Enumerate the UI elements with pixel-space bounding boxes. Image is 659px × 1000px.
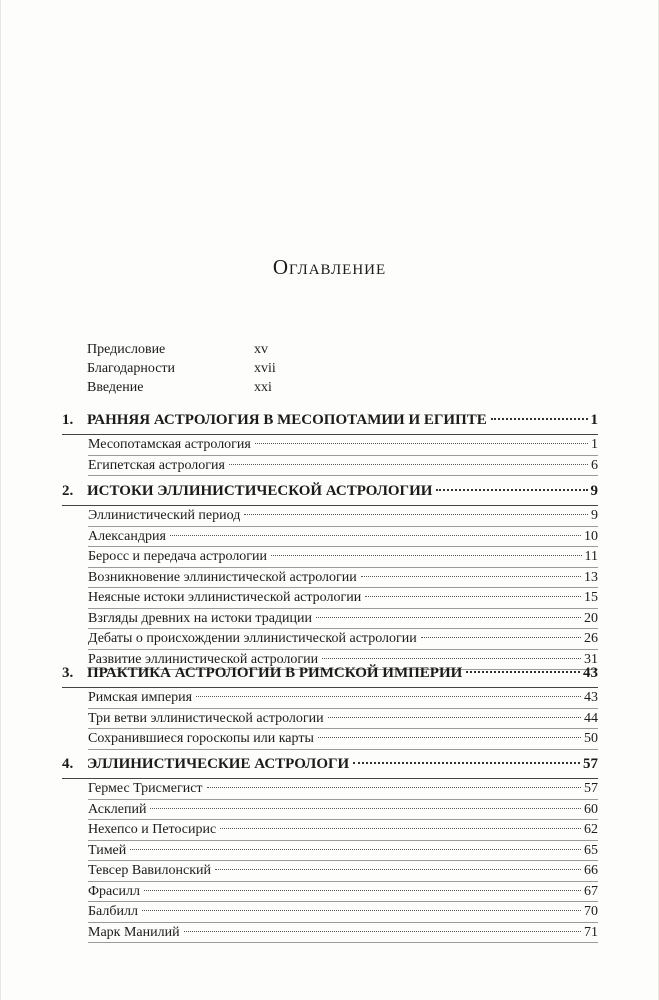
front-matter-item	[87, 341, 347, 360]
page-edge-left	[0, 0, 1, 1000]
section-title: Асклепий	[88, 801, 147, 817]
section-entry	[88, 779, 598, 800]
section-list	[88, 688, 598, 750]
chapter-4	[62, 750, 598, 943]
section-page: 44	[584, 710, 598, 726]
dot-leader	[196, 696, 581, 697]
dot-leader	[271, 555, 581, 556]
dot-leader	[316, 617, 581, 618]
section-title: Балбилл	[88, 904, 138, 919]
section-entry	[88, 435, 598, 456]
dot-leader	[244, 514, 588, 515]
section-page: 60	[584, 801, 598, 817]
section-entry	[88, 820, 598, 841]
section-title: Нехепсо и Петосирис	[88, 822, 217, 837]
dot-leader	[361, 576, 581, 577]
front-matter-page: xvii	[254, 361, 276, 376]
section-entry	[88, 506, 598, 527]
front-matter-label: Предисловие	[87, 342, 166, 357]
section-entry	[88, 456, 598, 477]
dot-leader	[318, 737, 581, 738]
dot-leader	[436, 489, 587, 491]
dot-leader	[215, 869, 581, 870]
section-page: 10	[584, 528, 598, 544]
chapter-number: 1.	[62, 412, 74, 428]
front-matter-label: Благодарности	[87, 361, 176, 376]
chapter-heading	[62, 477, 598, 505]
dot-leader	[255, 443, 588, 444]
chapter-page: 43	[583, 665, 598, 681]
dot-leader	[142, 910, 581, 911]
section-title: Тимей	[88, 842, 127, 858]
section-page: 20	[584, 610, 598, 626]
section-page: 15	[584, 590, 598, 605]
section-entry	[88, 861, 598, 882]
chapter-title: ИСТОКИ ЭЛЛИНИСТИЧЕСКОЙ АСТРОЛОГИИ	[87, 483, 433, 499]
section-page: 31	[584, 651, 598, 667]
dot-leader	[353, 762, 580, 764]
dot-leader	[220, 828, 581, 829]
section-entry	[88, 588, 598, 609]
section-entry	[88, 841, 598, 862]
section-title: Марк Манилий	[88, 924, 180, 940]
section-title: Дебаты о происхождении эллинистической астрологии	[88, 631, 417, 646]
dot-leader	[421, 637, 581, 638]
section-page: 13	[584, 569, 598, 585]
front-matter-item	[87, 360, 347, 379]
section-page: 43	[584, 690, 598, 705]
section-title: Беросс и передача астрологии	[88, 549, 268, 564]
section-title: Александрия	[88, 528, 166, 544]
section-title: Взгляды древних на истоки традиции	[88, 610, 313, 626]
section-entry	[88, 629, 598, 650]
section-page: 1	[591, 437, 598, 452]
dot-leader	[184, 931, 581, 932]
dot-leader	[328, 717, 581, 718]
chapter-number: 2.	[62, 483, 74, 499]
section-page: 11	[584, 549, 598, 564]
dot-leader	[466, 671, 580, 673]
section-title: Сохранившиеся гороскопы или карты	[88, 731, 314, 746]
section-list	[88, 779, 598, 943]
section-list	[88, 506, 598, 670]
section-list	[88, 435, 598, 476]
section-title: Развитие эллинистической астрологии	[88, 651, 319, 667]
chapter-heading	[62, 750, 598, 778]
chapter-2	[62, 477, 598, 670]
section-page: 50	[584, 731, 598, 746]
section-title: Неясные истоки эллинистической астрологии	[88, 590, 362, 605]
section-page: 71	[584, 924, 598, 940]
front-matter-list	[87, 341, 347, 398]
section-page: 57	[584, 781, 598, 796]
section-page: 26	[584, 631, 598, 646]
dot-leader	[150, 808, 581, 809]
section-title: Три ветви эллинистической астрологии	[88, 710, 324, 726]
section-entry	[88, 527, 598, 548]
chapter-page: 9	[590, 483, 598, 499]
dot-leader	[144, 890, 581, 891]
front-matter-page: xxi	[254, 380, 272, 395]
section-entry	[88, 800, 598, 821]
section-entry	[88, 902, 598, 923]
section-entry	[88, 709, 598, 730]
dot-leader	[491, 418, 588, 420]
dot-leader	[229, 464, 588, 465]
front-matter-item	[87, 379, 347, 398]
section-page: 66	[584, 863, 598, 878]
section-page: 65	[584, 842, 598, 858]
front-matter-page: xv	[254, 342, 268, 357]
section-entry	[88, 568, 598, 589]
section-page: 6	[591, 457, 598, 473]
section-title: Месопотамская астрология	[88, 437, 251, 452]
section-page: 70	[584, 904, 598, 919]
dot-leader	[207, 787, 581, 788]
chapter-3	[62, 659, 598, 750]
section-title: Гермес Трисмегист	[88, 781, 203, 796]
chapter-title: РАННЯЯ АСТРОЛОГИЯ В МЕСОПОТАМИИ И ЕГИПТЕ	[87, 412, 487, 428]
chapter-heading	[62, 406, 598, 434]
section-entry	[88, 609, 598, 630]
section-title: Возникновение эллинистической астрологии	[88, 569, 357, 585]
section-title: Эллинистический период	[88, 508, 241, 523]
section-title: Тевсер Вавилонский	[88, 863, 211, 878]
section-page: 67	[584, 883, 598, 899]
section-entry	[88, 729, 598, 750]
section-title: Египетская астрология	[88, 457, 225, 473]
dot-leader	[170, 535, 581, 536]
chapter-page: 1	[590, 412, 598, 428]
chapter-1	[62, 406, 598, 476]
section-title: Фрасилл	[88, 883, 140, 899]
chapter-heading	[62, 659, 598, 687]
chapter-title: ЭЛЛИНИСТИЧЕСКИЕ АСТРОЛОГИ	[87, 756, 350, 772]
toc-heading: Оглавление	[272, 255, 387, 279]
section-entry	[88, 923, 598, 944]
chapter-number: 4.	[62, 756, 74, 772]
section-entry	[88, 882, 598, 903]
section-title: Римская империя	[88, 690, 193, 705]
section-page: 9	[591, 508, 598, 523]
chapter-title: ПРАКТИКА АСТРОЛОГИИ В РИМСКОЙ ИМПЕРИИ	[87, 665, 463, 681]
section-page: 62	[584, 822, 598, 837]
chapter-page: 57	[583, 756, 598, 772]
front-matter-label: Введение	[87, 380, 144, 395]
dot-leader	[365, 596, 581, 597]
chapter-number: 3.	[62, 665, 74, 681]
section-entry	[88, 547, 598, 568]
section-entry	[88, 688, 598, 709]
dot-leader	[130, 849, 581, 850]
